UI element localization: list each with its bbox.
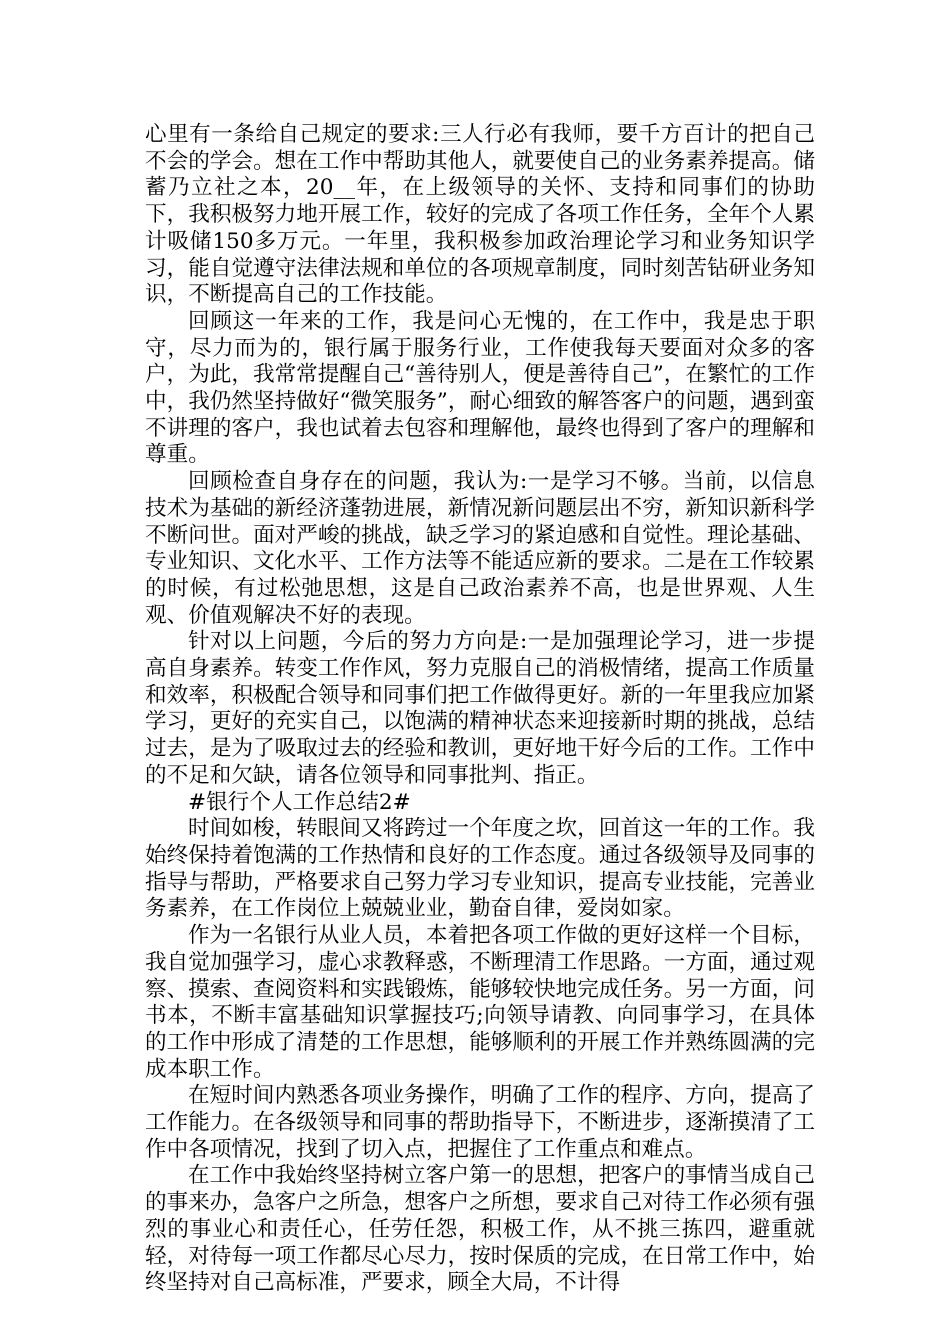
paragraph-4: 针对以上问题，今后的努力方向是:一是加强理论学习，进一步提高自身素养。转变工作作风，努力克服自己的消极情绪，提高工作质量和效率，积极配合领导和同事们把工作做得更好。新的一年里我应加紧学习，更好的充实自己，以饱满的精神状态来迎接新时期的挑战，总结过去，是为了吸取过去的经验和教训，更好地干好今后的工作。工作中的不足和欠缺，请各位领导和同事批判、指正。 — [145, 629, 815, 788]
document-body — [145, 122, 815, 1297]
paragraph-7: 在短时间内熟悉各项业务操作，明确了工作的程序、方向，提高了工作能力。在各级领导和同事的帮助指导下，不断进步，逐渐摸清了工作中各项情况，找到了切入点，把握住了工作重点和难点。 — [145, 1083, 815, 1162]
paragraph-5: 时间如梭，转眼间又将跨过一个年度之坎，回首这一年的工作。我始终保持着饱满的工作热情和良好的工作态度。通过各级领导及同事的指导与帮助，严格要求自己努力学习专业知识，提高专业技能，完善业务素养，在工作岗位上兢兢业业，勤奋自律，爱岗如家。 — [145, 816, 815, 922]
paragraph-8: 在工作中我始终坚持树立客户第一的思想，把客户的事情当成自己的事来办，急客户之所急，想客户之所想，要求自己对待工作必须有强烈的事业心和责任心，任劳任怨，积极工作，从不挑三拣四，避重就轻，对待每一项工作都尽心尽力，按时保质的完成，在日常工作中，始终坚持对自己高标准，严要求，顾全大局，不计得 — [145, 1163, 815, 1296]
paragraph-6: 作为一名银行从业人员，本着把各项工作做的更好这样一个目标，我自觉加强学习，虚心求教释惑，不断理清工作思路。一方面，通过观察、摸索、查阅资料和实践锻炼，能够较快地完成任务。另一方面，问书本，不断丰富基础知识掌握技巧;向领导请教、向同事学习，在具体的工作中形成了清楚的工作思想，能够顺利的开展工作并熟练圆满的完成本职工作。 — [145, 923, 815, 1082]
paragraph-2: 回顾这一年来的工作，我是问心无愧的，在工作中，我是忠于职守，尽力而为的，银行属于服务行业，工作使我每天要面对众多的客户，为此，我常常提醒自己“善待别人，便是善待自己”，在繁忙的工作中，我仍然坚持做好“微笑服务”，耐心细致的解答客户的问题，遇到蛮不讲理的客户，我也试着去包容和理解他，最终也得到了客户的理解和尊重。 — [145, 308, 815, 468]
paragraph-3: 回顾检查自身存在的问题，我认为:一是学习不够。当前，以信息技术为基础的新经济蓬勃进展，新情况新问题层出不穷，新知识新科学不断问世。面对严峻的挑战，缺乏学习的紧迫感和自觉性。理论基础、专业知识、文化水平、工作方法等不能适应新的要求。二是在工作较累的时候，有过松弛思想，这是自己政治素养不高，也是世界观、人生观、价值观解决不好的表现。 — [145, 469, 815, 628]
section-heading: #银行个人工作总结2# — [188, 789, 411, 815]
paragraph-1: 心里有一条给自己规定的要求:三人行必有我师，要千方百计的把自己不会的学会。想在工作中帮助其他人，就要使自己的业务素养提高。储蓄乃立社之本，20__年，在上级领导的关怀、支持和同事们的协助下，我积极努力地开展工作，较好的完成了各项工作任务，全年个人累计吸储150多万元。一年里，我积极参加政治理论学习和业务知识学习，能自觉遵守法律法规和单位的各项规章制度，同时刻苦钻研业务知识，不断提高自己的工作技能。 — [145, 122, 815, 308]
